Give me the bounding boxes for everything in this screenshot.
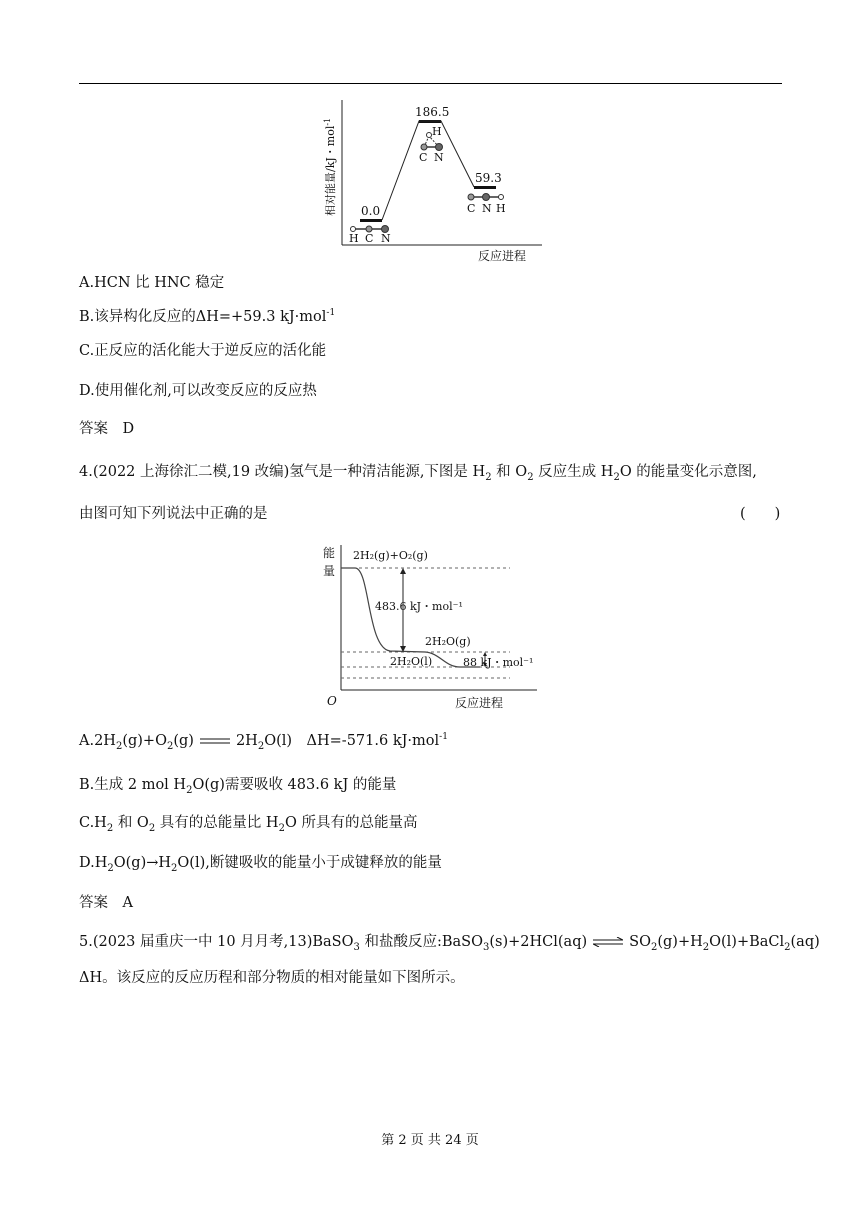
q3-option-c: C.正反应的活化能大于逆反应的活化能 — [79, 343, 327, 359]
q5-stem-line2: ΔH。该反应的反应历程和部分物质的相对能量如下图所示。 — [79, 970, 465, 986]
q3-option-a: A.HCN 比 HNC 稳定 — [79, 275, 225, 291]
atom-n-icon — [436, 144, 443, 151]
y-axis-label-bottom: 量 — [323, 564, 336, 578]
q4-option-a: $A.2H_2(g)+O_2(g)$ $2H_2O(l)$ ΔH=-571.6 kJ·mol$^{-1}$ — [79, 732, 448, 752]
atom-c-icon — [468, 194, 474, 200]
level-label-186: 186.5 — [415, 105, 450, 119]
liquid-product-label: 2H₂O(l) — [390, 655, 433, 668]
q3-option-b: B.该异构化反应的ΔH=+59.3 kJ·mol$^{-1}$ — [79, 308, 336, 325]
q5-stem-line1: 5.(2023 届重庆一中 10 月月考,13)BaSO$_3$ 和盐酸反应:BaSO$_3$(s)+2HCl(aq) $SO_2(g)+H_2O(l)+BaCl_2(aq)$ — [79, 934, 820, 953]
level-label-0: 0.0 — [361, 204, 381, 218]
header-rule — [79, 83, 782, 84]
q4-option-c: $C.H_2$ 和 $O_2$ 具有的总能量比 $H_2O$ 所具有的总能量高 — [79, 815, 418, 834]
svg-text:H: H — [432, 125, 442, 138]
y-axis-label: 相对能量/kJ・mol$^{-1}$ — [323, 117, 337, 216]
q4-stem-line1: 4.(2022 上海徐汇二模,19 改编)氢气是一种清洁能源,下图是 $H_2$ 和 $O_2$ 反应生成 $H_2O$ 的能量变化示意图, — [79, 464, 757, 483]
gas-product-label: 2H₂O(g) — [425, 635, 471, 648]
origin-label: O — [327, 694, 337, 708]
answer-blank: ( ) — [740, 506, 781, 522]
y-axis-label-top: 能 — [323, 546, 336, 560]
q3-answer: 答案 D — [79, 421, 135, 437]
reversible-arrow-icon — [593, 937, 623, 947]
level-bar-hnc — [474, 186, 496, 189]
energy-diagram-h2o — [315, 543, 540, 713]
svg-text:N: N — [381, 232, 391, 245]
q4-option-d: $D.H_2O(g)\to H_2O(l)$,断键吸收的能量小于成键释放的能量 — [79, 855, 442, 874]
atom-n-icon — [483, 194, 490, 201]
page-footer: 第 2 页 共 24 页 — [381, 1133, 479, 1148]
svg-text:C: C — [419, 151, 428, 164]
svg-text:H: H — [349, 232, 359, 245]
svg-text:N: N — [434, 151, 444, 164]
energy-profile-chart-hcn — [320, 98, 545, 266]
q4-stem-line2: 由图可知下列说法中正确的是 — [79, 506, 268, 522]
q3-option-d: D.使用催化剂,可以改变反应的反应热 — [79, 383, 317, 399]
svg-text:C: C — [467, 202, 476, 215]
level-bar-hcn — [360, 219, 382, 222]
q4-option-b: B.生成 2 mol $H_2O(g)$需要吸收 483.6 kJ 的能量 — [79, 777, 397, 796]
x-axis-label: 反应进程 — [455, 696, 504, 710]
delta-h-condense-label: 88 kJ・mol⁻¹ — [463, 656, 534, 669]
svg-text:N: N — [482, 202, 492, 215]
atom-h-icon — [499, 195, 504, 200]
reactants-label: 2H₂(g)+O₂(g) — [353, 549, 428, 562]
svg-text:C: C — [365, 232, 374, 245]
q4-answer: 答案 A — [79, 895, 133, 911]
level-label-59: 59.3 — [475, 171, 502, 185]
equals-sign-icon — [200, 737, 230, 745]
x-axis-label: 反应进程 — [478, 249, 527, 263]
delta-h-gas-label: 483.6 kJ・mol⁻¹ — [375, 600, 463, 613]
svg-text:H: H — [496, 202, 506, 215]
atom-h-icon — [351, 227, 356, 232]
atom-c-icon — [421, 144, 427, 150]
atom-h-icon — [427, 133, 432, 138]
